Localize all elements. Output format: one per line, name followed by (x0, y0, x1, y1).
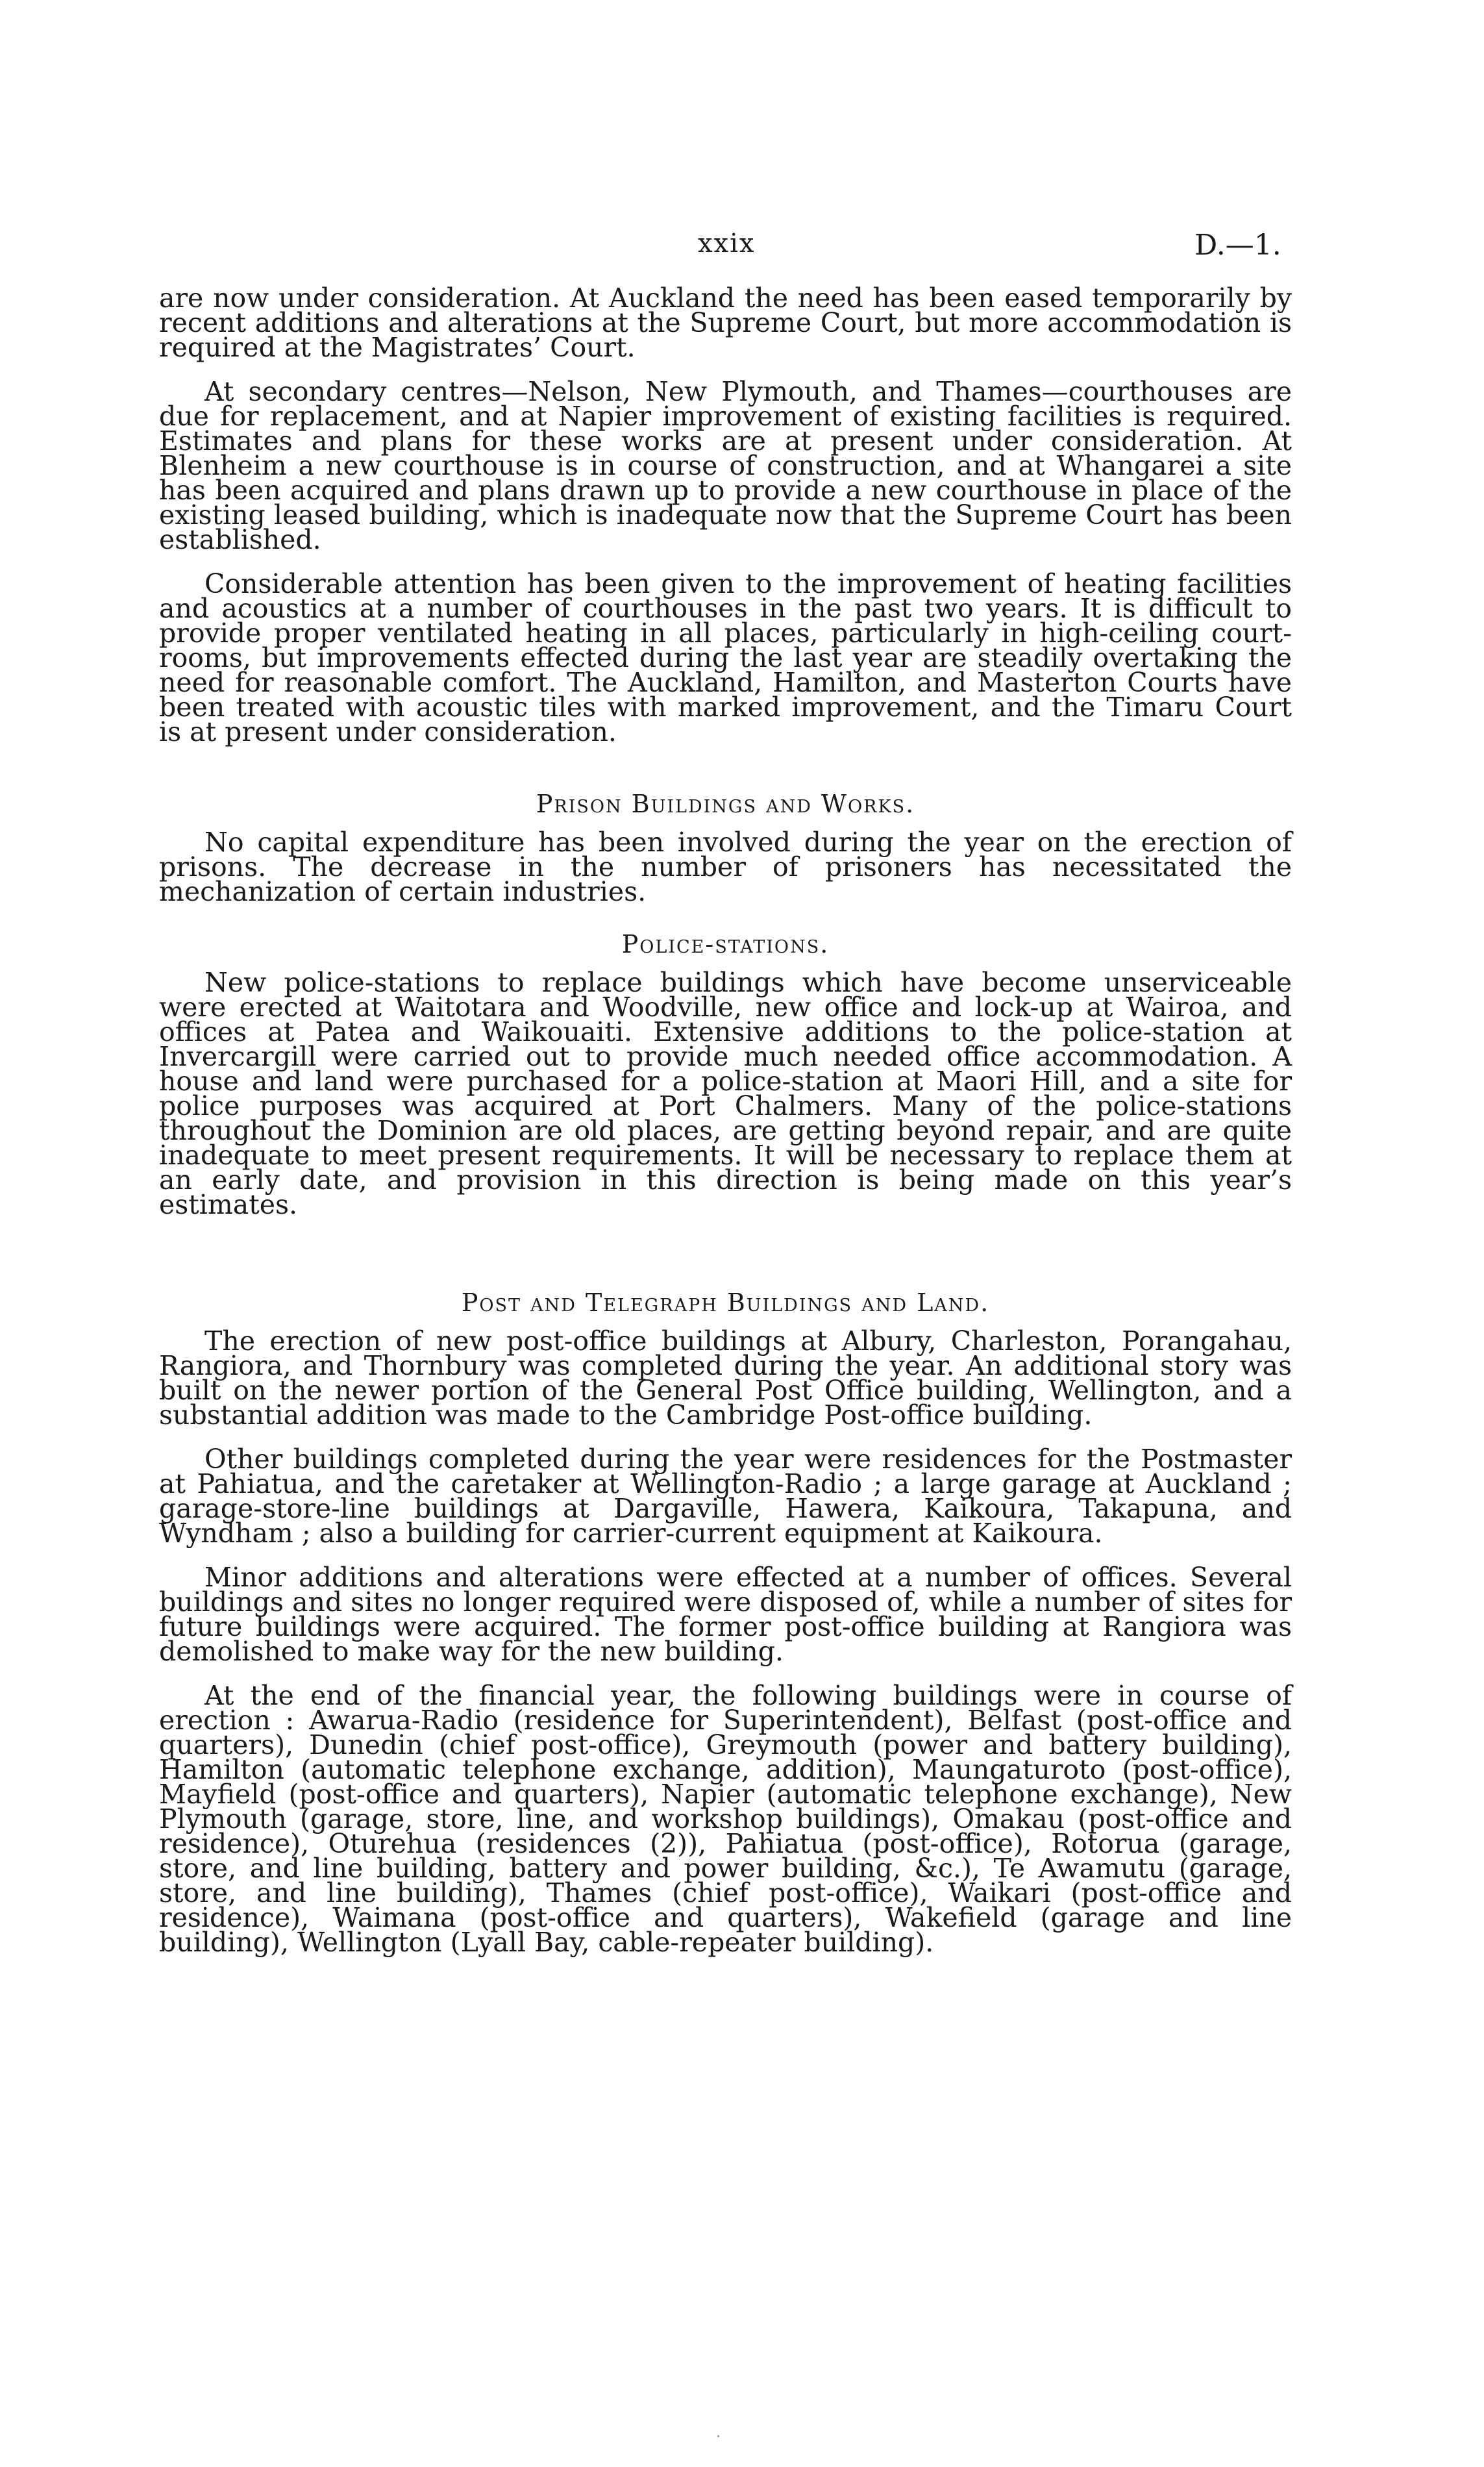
paragraph-secondary-centres: At secondary centres—Nelson, New Plymouth, and Thames—courthouses are due for replacement, and at Napier improvement of existing facilities is required. Estimates and plans for these works are at present under consideration. At Blenheim a new courthouse is in course of construction, and at Whangarei a site has been acquired and plans drawn up to provide a new courthouse in place of the existing leased building, which is inadequate now that the Supreme Court has been established. (159, 376, 1292, 555)
document-reference: D.—1. (1194, 229, 1281, 262)
paragraph-post-other-buildings: Other buildings completed during the year were residences for the Postmaster at Pahiatua, and the caretaker at Wellington-Radio ; a large garage at Auckland ; garage-store-line buildings at Dargaville, Hawera, Kaikoura, Takapuna, and Wyndham ; also a building for carrier-current equipment at Kaikoura. (159, 1444, 1292, 1549)
paragraph-post-minor-additions: Minor additions and alterations were effected at a number of offices. Several buildings and sites no longer required were disposed of, while a number of sites for future buildings were acquired. The former post-office building at Rangiora was demolished to make way for the new building. (159, 1562, 1292, 1667)
paragraph-courthouses-continued: are now under consideration. At Auckland the need has been eased temporarily by recent additions and alterations at the Supreme Court, but more accommodation is required at the Magistrates’ Court. (159, 282, 1292, 363)
heading-police-stations: Police-stations. (621, 930, 830, 958)
page-number: xxix (698, 229, 756, 258)
paragraph-post-in-course-of-erection: At the end of the financial year, the following buildings were in course of erection : Awarua-Radio (residence for Superintendent), Belfast (post-office and quarters), Dunedin (chief post-office), Greymouth (power and battery building), Hamilton (automatic telephone exchange, addition), Maungaturoto (post-office), Mayfield (post-office and quarters), Napier (automatic telephone exchange), New Plymouth (garage, store, line, and workshop buildings), Omakau (post-office and residence), Oturehua (residences (2)), Pahiatua (post-office), Rotorua (garage, store, and line building, battery and power building, &c.), Te Awamutu (garage, store, and line building), Thames (chief post-office), Waikari (post-office and residence), Waimana (post-office and quarters), Wakefield (garage and line building), Wellington (Lyall Bay, cable-repeater building). (159, 1680, 1292, 1958)
heading-prison-buildings: Prison Buildings and Works. (536, 790, 915, 818)
paragraph-heating-acoustics: Considerable attention has been given to the improvement of heating facilities and acoustics at a number of courthouses in the past two years. It is difficult to provide proper ventilated heating in all places, particularly in high-ceiling court-rooms, but improvements effected during the last year are steadily overtaking the need for reasonable comfort. The Auckland, Hamilton, and Masterton Courts have been treated with acoustic tiles with marked improvement, and the Timaru Court is at present under consideration. (159, 568, 1292, 747)
scan-speck (717, 2435, 719, 2437)
heading-post-telegraph: Post and Telegraph Buildings and Land. (461, 1288, 990, 1317)
body-text (159, 282, 1292, 1974)
paragraph-post-erection: The erection of new post-office buildings at Albury, Charleston, Porangahau, Rangiora, and Thornbury was completed during the year. An additional story was built on the newer portion of the General Post Office building, Wellington, and a substantial addition was made to the Cambridge Post-office building. (159, 1325, 1292, 1431)
paragraph-prison: No capital expenditure has been involved during the year on the erection of prisons. The decrease in the number of prisoners has necessitated the mechanization of certain industries. (159, 827, 1292, 907)
paragraph-police: New police-stations to replace buildings which have become unserviceable were erected at Waitotara and Woodville, new office and lock-up at Wairoa, and offices at Patea and Waikouaiti. Extensive additions to the police-station at Invercargill were carried out to provide much needed office accommodation. A house and land were purchased for a police-station at Maori Hill, and a site for police purposes was acquired at Port Chalmers. Many of the police-stations throughout the Dominion are old places, are getting beyond repair, and are quite inadequate to meet present requirements. It will be necessary to replace them at an early date, and provision in this direction is being made on this year’s estimates. (159, 967, 1292, 1220)
